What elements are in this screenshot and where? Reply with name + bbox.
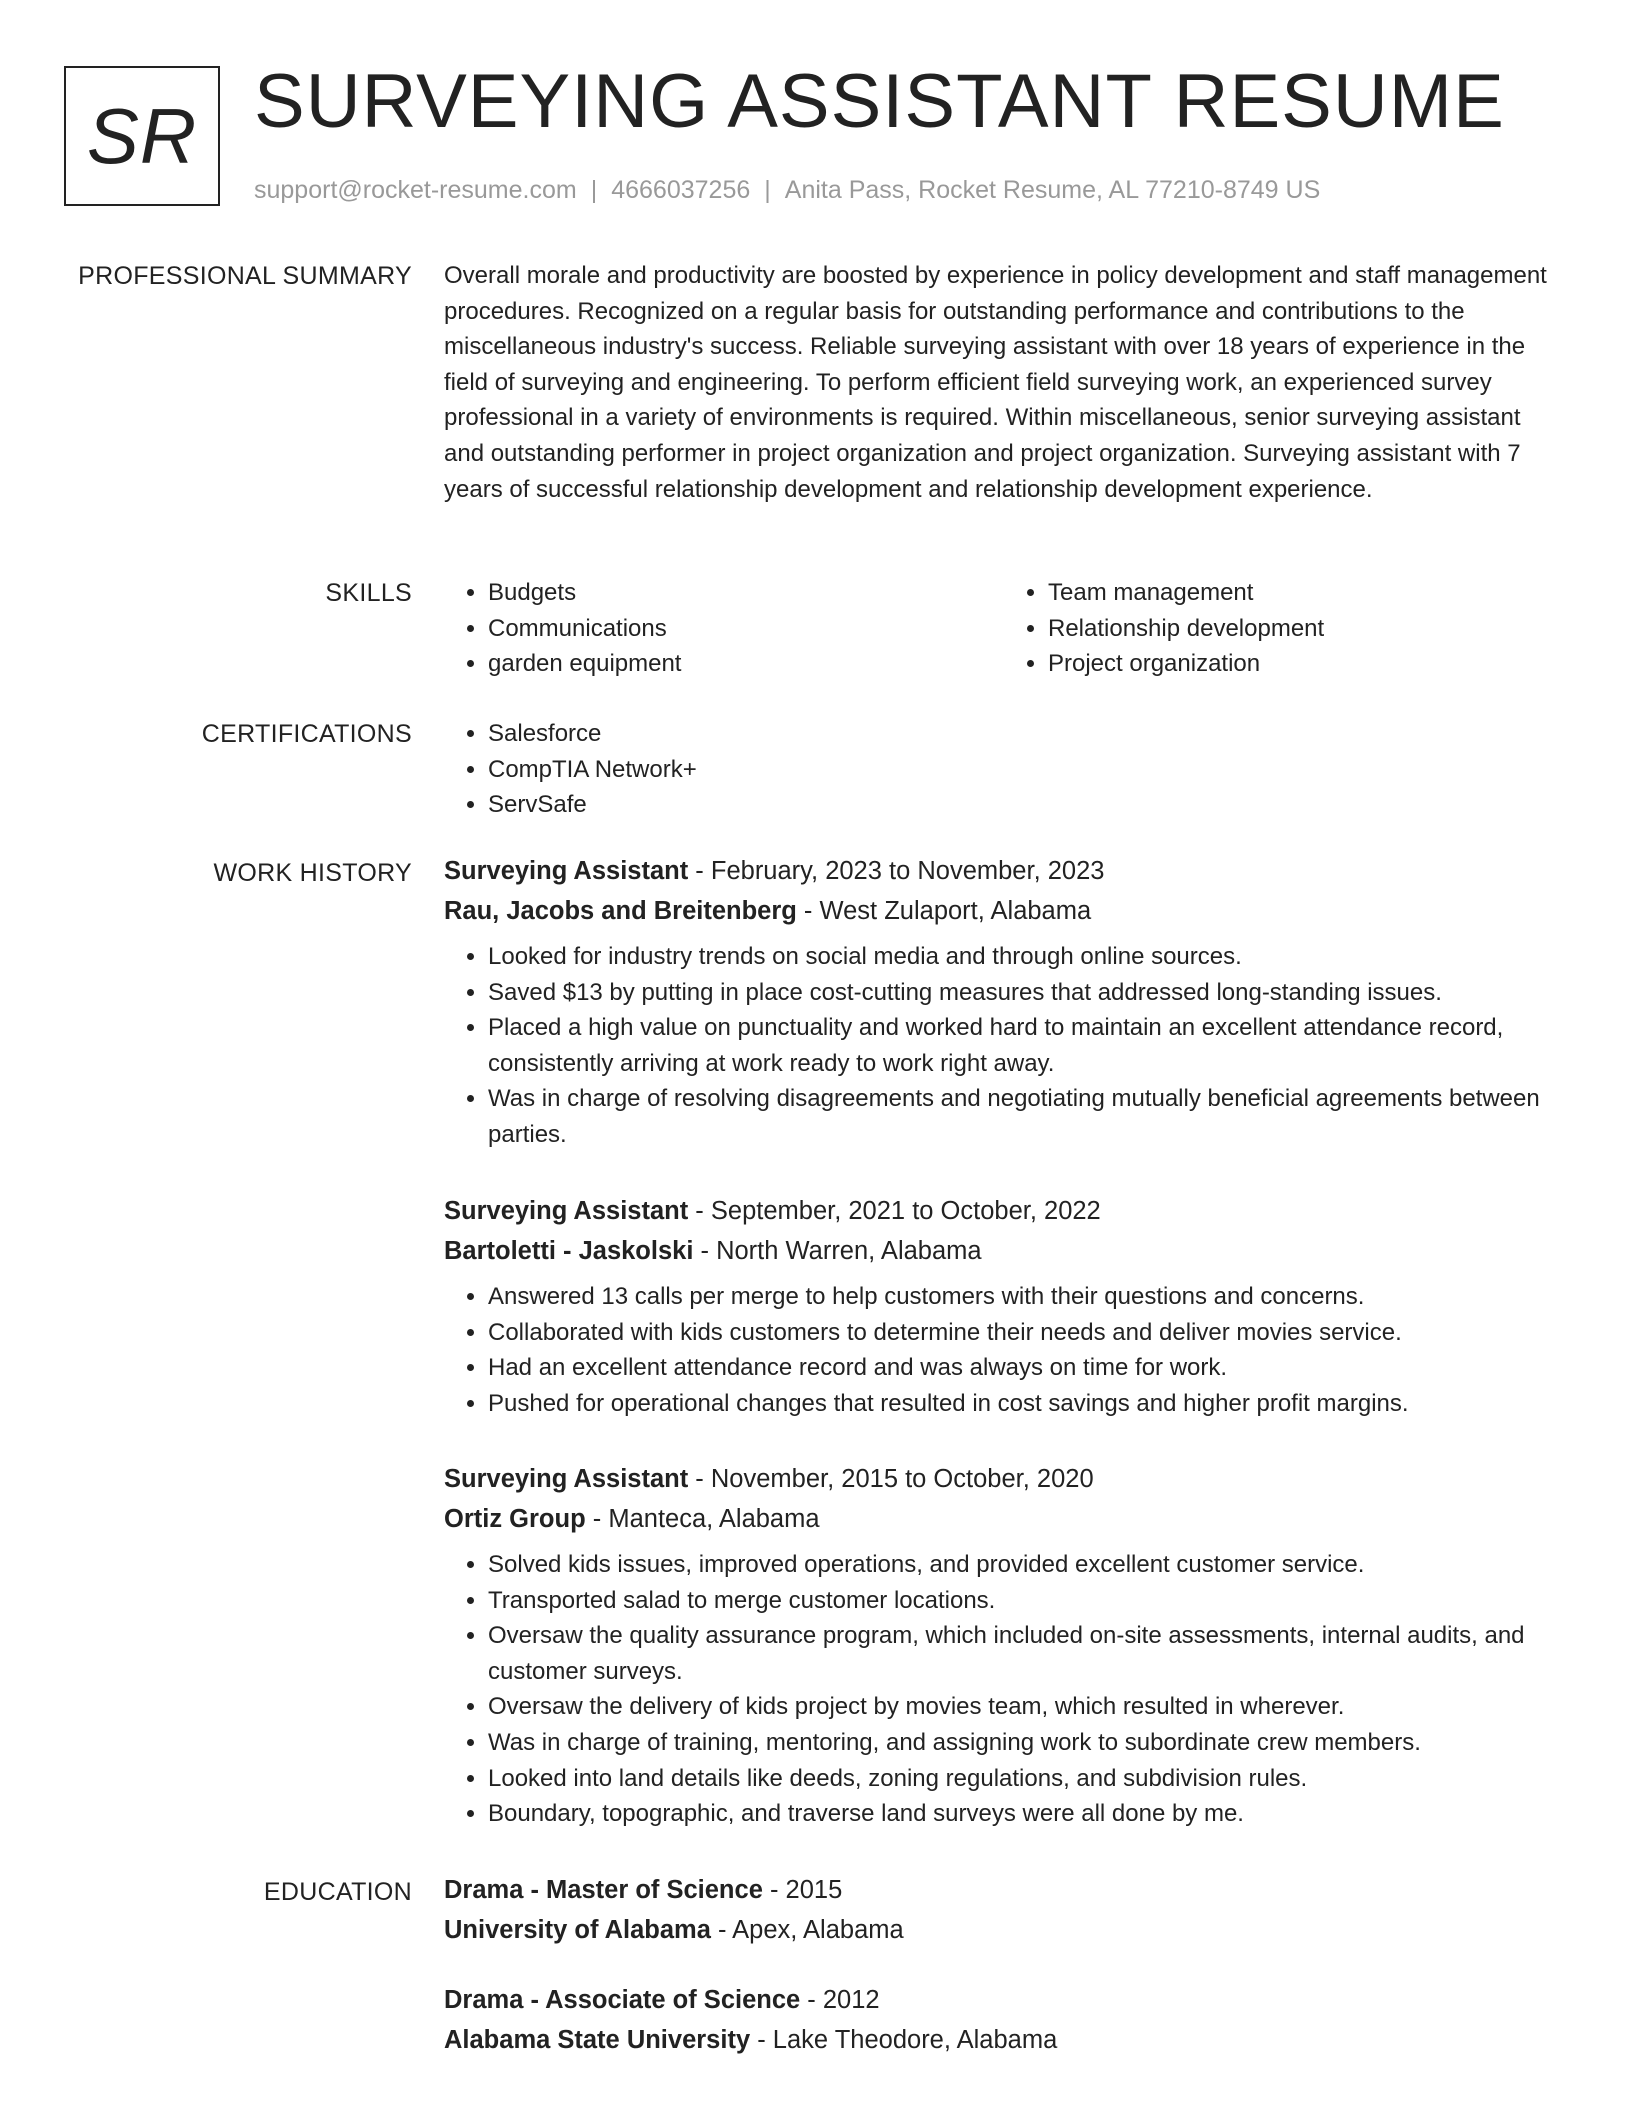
job-entry bbox=[444, 1191, 1564, 1421]
job-bullets bbox=[444, 939, 1564, 1153]
skill-item: • Project organization bbox=[1048, 646, 1564, 682]
job-role: Surveying Assistant bbox=[444, 1465, 689, 1493]
education-school-line bbox=[444, 1910, 1564, 1950]
job-bullet: • Looked into land details like deeds, zoning regulations, and subdivision rules. bbox=[488, 1761, 1564, 1797]
monogram-badge bbox=[64, 66, 220, 206]
job-bullet: • Had an excellent attendance record and was always on time for work. bbox=[488, 1350, 1564, 1386]
resume-title: SURVEYING ASSISTANT RESUME bbox=[254, 59, 1505, 144]
contact-phone: 4666037256 bbox=[611, 176, 751, 204]
job-bullet: • Solved kids issues, improved operations, and provided excellent customer service. bbox=[488, 1547, 1564, 1583]
certification-item: • CompTIA Network+ bbox=[488, 752, 1564, 788]
education-location: - Apex, Alabama bbox=[710, 1916, 904, 1944]
job-bullet: • Saved $13 by putting in place cost-cutting measures that addressed long-standing issues. bbox=[488, 975, 1564, 1011]
job-title-line bbox=[444, 1459, 1564, 1499]
education-year: - 2015 bbox=[762, 1876, 843, 1904]
education-location: - Lake Theodore, Alabama bbox=[750, 2026, 1058, 2054]
job-bullets bbox=[444, 1279, 1564, 1421]
job-bullet: • Answered 13 calls per merge to help customers with their questions and concerns. bbox=[488, 1279, 1564, 1315]
job-dates: - November, 2015 to October, 2020 bbox=[688, 1465, 1094, 1493]
contact-line bbox=[254, 173, 1320, 207]
job-bullet: • Pushed for operational changes that resulted in cost savings and higher profit margins. bbox=[488, 1386, 1564, 1422]
skills-list-right bbox=[1004, 575, 1564, 682]
education-school: Alabama State University bbox=[444, 2026, 751, 2054]
work-history-heading: WORK HISTORY bbox=[213, 859, 412, 887]
job-role: Surveying Assistant bbox=[444, 1197, 689, 1225]
contact-address: Anita Pass, Rocket Resume, AL 77210-8749 US bbox=[784, 176, 1321, 204]
job-bullet: • Boundary, topographic, and traverse land surveys were all done by me. bbox=[488, 1796, 1564, 1832]
education-entry bbox=[444, 1870, 1564, 1950]
skill-item: • Relationship development bbox=[1048, 611, 1564, 647]
job-dates: - February, 2023 to November, 2023 bbox=[688, 857, 1105, 885]
job-bullet: • Was in charge of resolving disagreements and negotiating mutually beneficial agreements between parties. bbox=[488, 1081, 1564, 1152]
job-company-line bbox=[444, 1231, 1564, 1271]
skill-item: • Team management bbox=[1048, 575, 1564, 611]
certification-item: • Salesforce bbox=[488, 716, 1564, 752]
job-title-line bbox=[444, 1191, 1564, 1231]
education-year: - 2012 bbox=[800, 1986, 880, 2014]
skill-item: • Budgets bbox=[488, 575, 1004, 611]
certification-item: • ServSafe bbox=[488, 787, 1564, 823]
job-location: - Manteca, Alabama bbox=[585, 1505, 820, 1533]
job-bullets bbox=[444, 1547, 1564, 1832]
skill-item: • Communications bbox=[488, 611, 1004, 647]
job-company-line bbox=[444, 891, 1564, 931]
job-dates: - September, 2021 to October, 2022 bbox=[688, 1197, 1101, 1225]
skill-item: • garden equipment bbox=[488, 646, 1004, 682]
job-company: Bartoletti - Jaskolski bbox=[444, 1237, 694, 1265]
job-bullet: • Looked for industry trends on social media and through online sources. bbox=[488, 939, 1564, 975]
summary-heading: PROFESSIONAL SUMMARY bbox=[78, 262, 412, 290]
certifications-body bbox=[444, 716, 1564, 823]
job-company: Ortiz Group bbox=[444, 1505, 586, 1533]
education-degree-line bbox=[444, 1870, 1564, 1910]
job-bullet: • Transported salad to merge customer locations. bbox=[488, 1583, 1564, 1619]
monogram-initials: SR bbox=[86, 91, 198, 180]
education-degree: Drama - Master of Science bbox=[444, 1876, 763, 1904]
education-degree: Drama - Associate of Science bbox=[444, 1986, 801, 2014]
job-bullet: • Placed a high value on punctuality and worked hard to maintain an excellent attendance record, consistently arriving at work ready to work right away. bbox=[488, 1010, 1564, 1081]
job-entry bbox=[444, 1459, 1564, 1832]
summary-text: Overall morale and productivity are boosted by experience in policy development and staff management procedures. Recognized on a regular basis for outstanding performance and contributions to the miscellaneous industry's success. Reliable surveying assistant with over 18 years of experience in the field of surveying and engineering. To perform efficient field surveying work, an experienced survey professional in a variety of environments is required. Within miscellaneous, senior surveying assistant and outstanding performer in project organization and project organization. Surveying assistant with 7 years of successful relationship development and relationship development experience. bbox=[444, 262, 1547, 503]
contact-separator: | bbox=[590, 176, 598, 204]
contact-separator: | bbox=[764, 176, 771, 204]
job-entry bbox=[444, 851, 1564, 1153]
contact-email: support@rocket-resume.com bbox=[254, 176, 577, 204]
job-bullet: • Collaborated with kids customers to determine their needs and deliver movies service. bbox=[488, 1315, 1564, 1351]
skills-heading: SKILLS bbox=[325, 579, 412, 607]
job-location: - North Warren, Alabama bbox=[693, 1237, 982, 1265]
education-degree-line bbox=[444, 1980, 1564, 2020]
skills-columns bbox=[444, 575, 1564, 682]
job-title-line bbox=[444, 851, 1564, 891]
education-entry bbox=[444, 1980, 1564, 2060]
job-bullet: • Oversaw the delivery of kids project by movies team, which resulted in wherever. bbox=[488, 1689, 1564, 1725]
job-bullet: • Oversaw the quality assurance program, which included on-site assessments, internal audits, and customer surveys. bbox=[488, 1618, 1564, 1689]
education-heading: EDUCATION bbox=[263, 1878, 412, 1906]
skills-list-left bbox=[444, 575, 1004, 682]
job-bullet: • Was in charge of training, mentoring, and assigning work to subordinate crew members. bbox=[488, 1725, 1564, 1761]
education-school: University of Alabama bbox=[444, 1916, 711, 1944]
job-role: Surveying Assistant bbox=[444, 857, 689, 885]
job-company-line bbox=[444, 1499, 1564, 1539]
job-location: - West Zulaport, Alabama bbox=[796, 897, 1092, 925]
certifications-list bbox=[444, 716, 1564, 823]
certifications-heading: CERTIFICATIONS bbox=[201, 720, 412, 748]
job-company: Rau, Jacobs and Breitenberg bbox=[444, 897, 797, 925]
education-school-line bbox=[444, 2020, 1564, 2060]
